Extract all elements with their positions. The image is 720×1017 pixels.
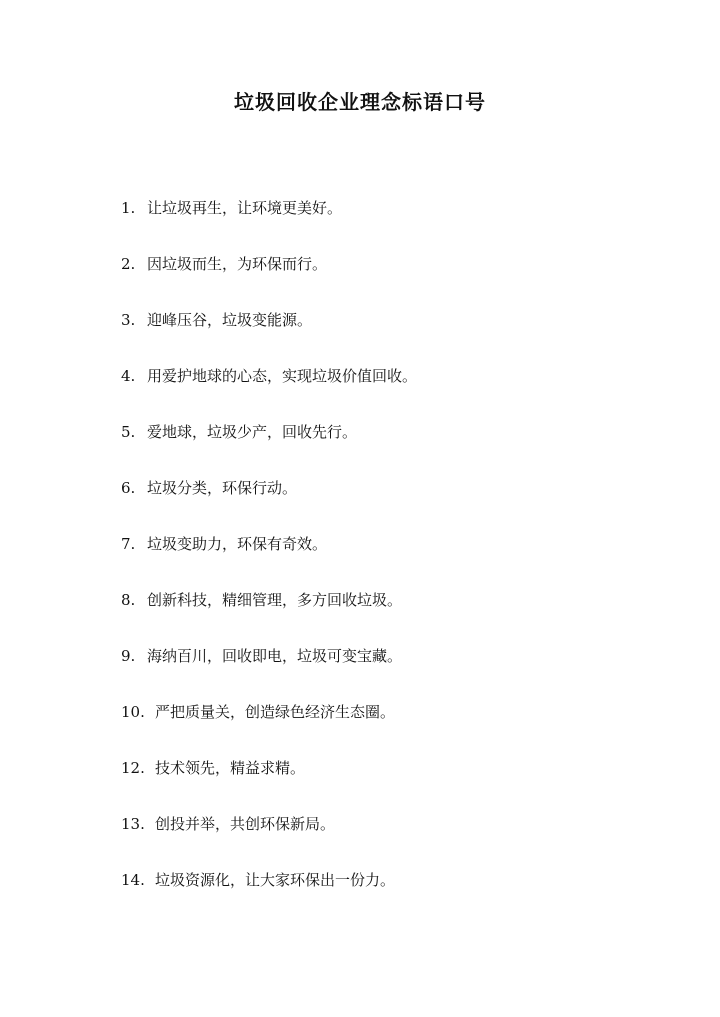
list-item (121, 644, 681, 700)
item-number: 5. (121, 423, 136, 441)
item-number: 6. (121, 479, 136, 497)
item-number: 13. (121, 815, 145, 833)
item-text: 迎峰压谷，垃圾变能源。 (147, 311, 313, 329)
item-number: 7. (121, 535, 136, 553)
item-number: 1. (121, 199, 136, 217)
item-text: 让垃圾再生，让环境更美好。 (147, 199, 343, 217)
item-text: 技术领先，精益求精。 (155, 759, 306, 777)
list-item (121, 868, 681, 924)
item-text: 创新科技，精细管理，多方回收垃圾。 (147, 591, 403, 609)
list-item (121, 532, 681, 588)
item-number: 14. (121, 871, 145, 889)
list-item (121, 196, 681, 252)
item-number: 8. (121, 591, 136, 609)
item-text: 垃圾分类，环保行动。 (147, 479, 298, 497)
item-text: 垃圾变助力，环保有奇效。 (147, 535, 328, 553)
item-text: 垃圾资源化，让大家环保出一份力。 (155, 871, 396, 889)
document-title: 垃圾回收企业理念标语口号 (234, 90, 486, 114)
item-number: 4. (121, 367, 136, 385)
item-text: 爱地球，垃圾少产，回收先行。 (147, 423, 358, 441)
item-number: 10. (121, 703, 145, 721)
item-number: 3. (121, 311, 136, 329)
item-text: 严把质量关，创造绿色经济生态圈。 (155, 703, 396, 721)
list-item (121, 476, 681, 532)
list-item (121, 420, 681, 476)
item-number: 2. (121, 255, 136, 273)
list-item (121, 756, 681, 812)
item-text: 因垃圾而生，为环保而行。 (147, 255, 328, 273)
list-item (121, 308, 681, 364)
item-number: 9. (121, 647, 136, 665)
list-item (121, 364, 681, 420)
slogan-list (121, 196, 681, 924)
list-item (121, 252, 681, 308)
item-number: 12. (121, 759, 145, 777)
list-item (121, 700, 681, 756)
item-text: 创投并举，共创环保新局。 (155, 815, 336, 833)
item-text: 用爱护地球的心态，实现垃圾价值回收。 (147, 367, 418, 385)
list-item (121, 588, 681, 644)
list-item (121, 812, 681, 868)
item-text: 海纳百川，回收即电，垃圾可变宝藏。 (147, 647, 403, 665)
